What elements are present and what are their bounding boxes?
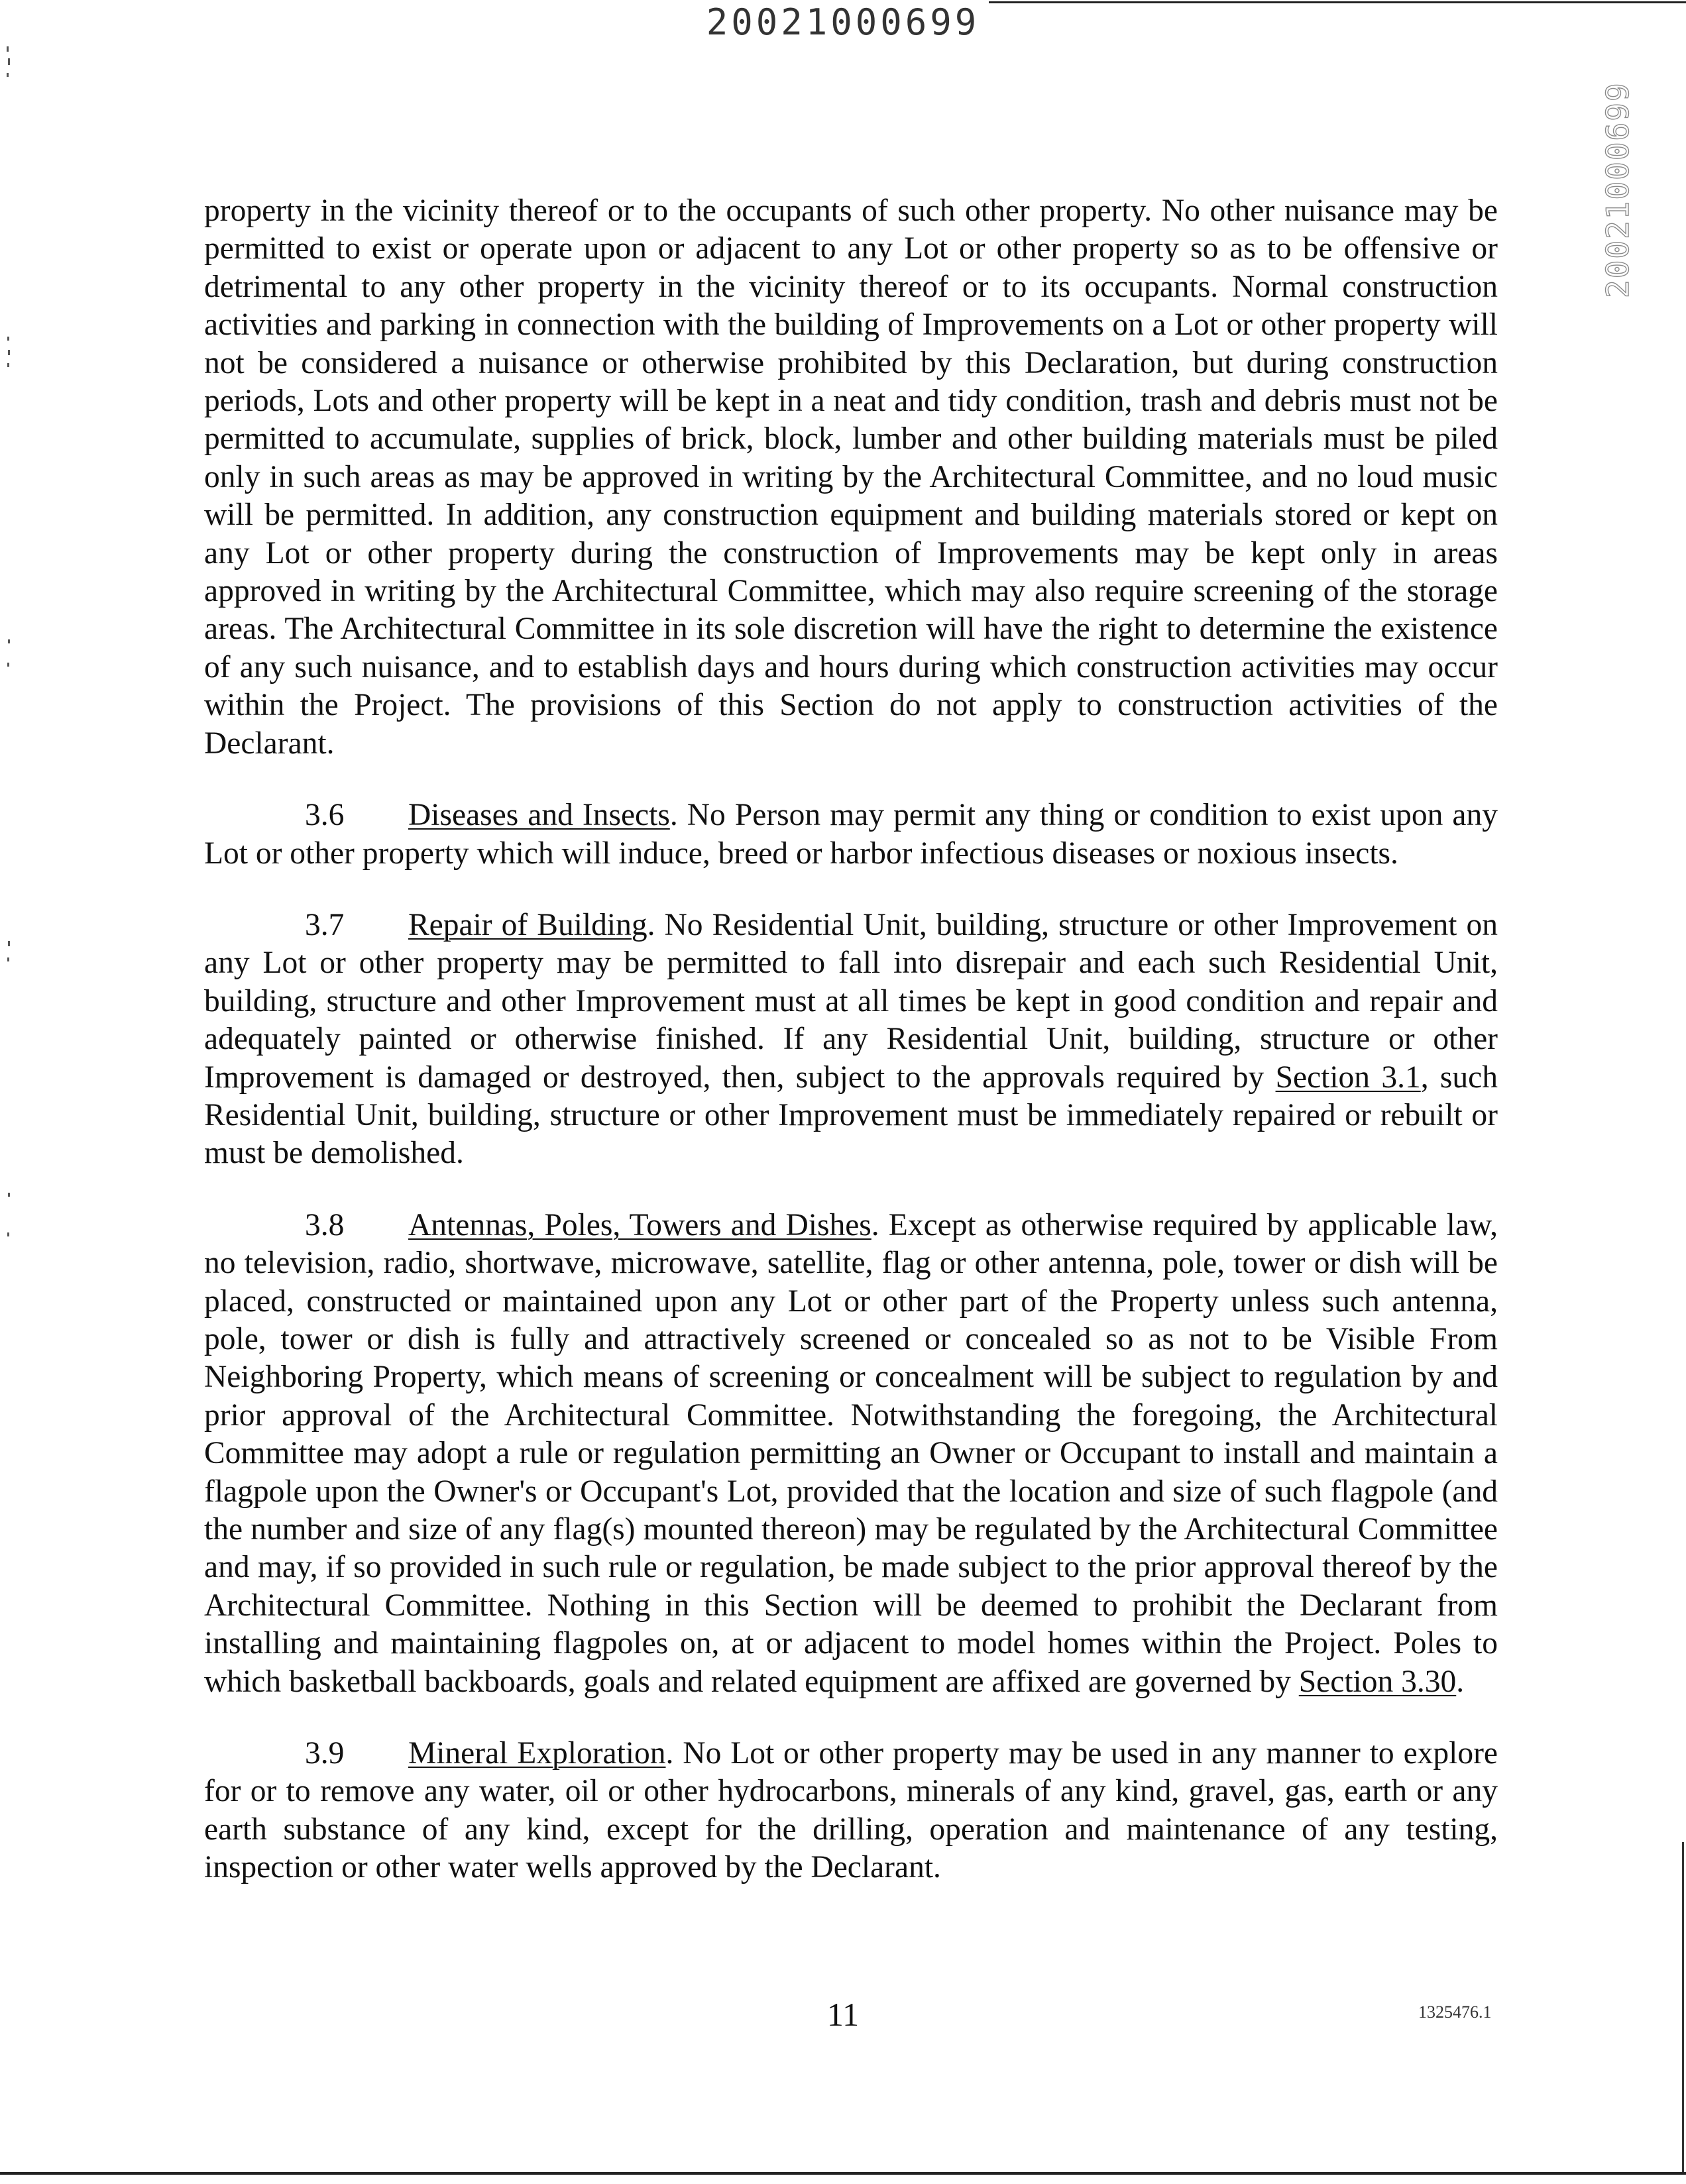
section-body: . No Lot or other property may be used in any manner to explore for or to remove any water, oil or other hydrocarbons, minerals of any kind, gravel, gas, earth or any earth substance of any kind, except for the drilling, operation and maintenance of any testing, inspection or other water wells approved by the Declarant.	[204, 1736, 1498, 1885]
scan-mark	[7, 46, 9, 52]
section-body-end: .	[1456, 1664, 1465, 1699]
document-id: 1325476.1	[1418, 2002, 1492, 2022]
scan-mark	[7, 957, 9, 961]
section-number: 3.9	[305, 1736, 345, 1771]
paragraph-nuisance-continued: property in the vicinity thereof or to the occupants of such other property. No other nuisance may be permitted to exist or operate upon or adjacent to any Lot or other property so as to be offensive or detrimental to any other property in the vicinity thereof or to its occupants. Normal construction activities and parking in connection with the building of Improvements on a Lot or other property will not be considered a nuisance or otherwise prohibited by this Declaration, but during construction periods, Lots and other property will be kept in a neat and tidy condition, trash and debris must not be permitted to accumulate, supplies of brick, block, lumber and other building materials must be piled only in such areas as may be approved in writing by the Architectural Committee, and no loud music will be permitted. In addition, any construction equipment and building materials stored or kept on any Lot or other property during the construction of Improvements may be kept only in areas approved in writing by the Architectural Committee, which may also require screening of the storage areas. The Architectural Committee in its sole discretion will have the right to determine the existence of any such nuisance, and to establish days and hours during which construction activities may occur within the Project. The provisions of this Section do not apply to construction activities of the Declarant.	[204, 193, 1498, 761]
section-body: . No Residential Unit, building, structure or other Improvement on any Lot or other property may be permitted to fall into disrepair and each such Residential Unit, building, structure and other Improvement must at all times be kept in good condition and repair and adequately painted or otherwise finished. If any Residential Unit, building, structure or other Improvement is damaged or destroyed, then, subject to the approvals required by	[204, 907, 1498, 1095]
recording-number: 20021000699	[706, 1, 980, 43]
section-title: Antennas, Poles, Towers and Dishes	[408, 1207, 871, 1242]
section-title: Mineral Exploration	[408, 1736, 666, 1771]
scan-mark	[8, 350, 10, 355]
page-number: 11	[826, 1996, 860, 2033]
scan-mark	[8, 1193, 10, 1197]
section-body: . No Person may permit any thing or condition to exist upon any Lot or other property which will induce, breed or harbor infectious diseases or noxious insects.	[204, 798, 1498, 871]
section-3-9	[204, 1735, 1498, 1887]
scan-mark	[7, 337, 9, 341]
section-title: Diseases and Insects	[408, 798, 670, 833]
side-recording-stamp: 20021000699	[1600, 82, 1636, 298]
section-cross-reference: Section 3.1	[1275, 1060, 1421, 1095]
section-body-end: , such Residential Unit, building, structure or other Improvement must be immediately repaired or rebuilt or must be demolished.	[204, 1060, 1498, 1171]
scan-mark	[8, 639, 10, 643]
scan-mark	[7, 663, 9, 667]
section-3-7	[204, 906, 1498, 1173]
section-number: 3.6	[305, 798, 345, 833]
section-body: . Except as otherwise required by applicable law, no television, radio, shortwave, microwave, satellite, flag or other antenna, pole, tower or dish will be placed, constructed or maintained upon any Lot or other part of the Property unless such antenna, pole, tower or dish is fully and attractively screened or concealed so as not to be Visible From Neighboring Property, which means of screening or concealment will be subject to regulation by and prior approval of the Architectural Committee. Notwithstanding the foregoing, the Architectural Committee may adopt a rule or regulation permitting an Owner or Occupant to install and maintain a flagpole upon the Owner's or Occupant's Lot, provided that the location and size of such flagpole (and the number and size of any flag(s) mounted thereon) may be regulated by the Architectural Committee and may, if so provided in such rule or regulation, be made subject to the prior approval thereof by the Architectural Committee. Nothing in this Section will be deemed to prohibit the Declarant from installing and maintaining flagpoles on, at or adjacent to model homes within the Project. Poles to which basketball backboards, goals and related equipment are affixed are governed by	[204, 1207, 1498, 1699]
scan-right-edge	[1682, 1842, 1684, 2173]
scan-mark	[7, 363, 9, 367]
section-3-8	[204, 1207, 1498, 1701]
scan-mark	[8, 941, 10, 946]
bottom-rule	[0, 2172, 1686, 2175]
scan-edge-marks	[0, 0, 20, 1325]
document-body	[204, 192, 1498, 1887]
section-cross-reference: Section 3.30	[1298, 1664, 1457, 1699]
section-3-6	[204, 796, 1498, 873]
scan-mark	[8, 58, 10, 65]
scan-mark	[7, 73, 9, 77]
scan-mark	[7, 1232, 9, 1236]
section-number: 3.8	[305, 1207, 345, 1242]
section-number: 3.7	[305, 907, 345, 942]
section-title: Repair of Building	[408, 907, 647, 942]
